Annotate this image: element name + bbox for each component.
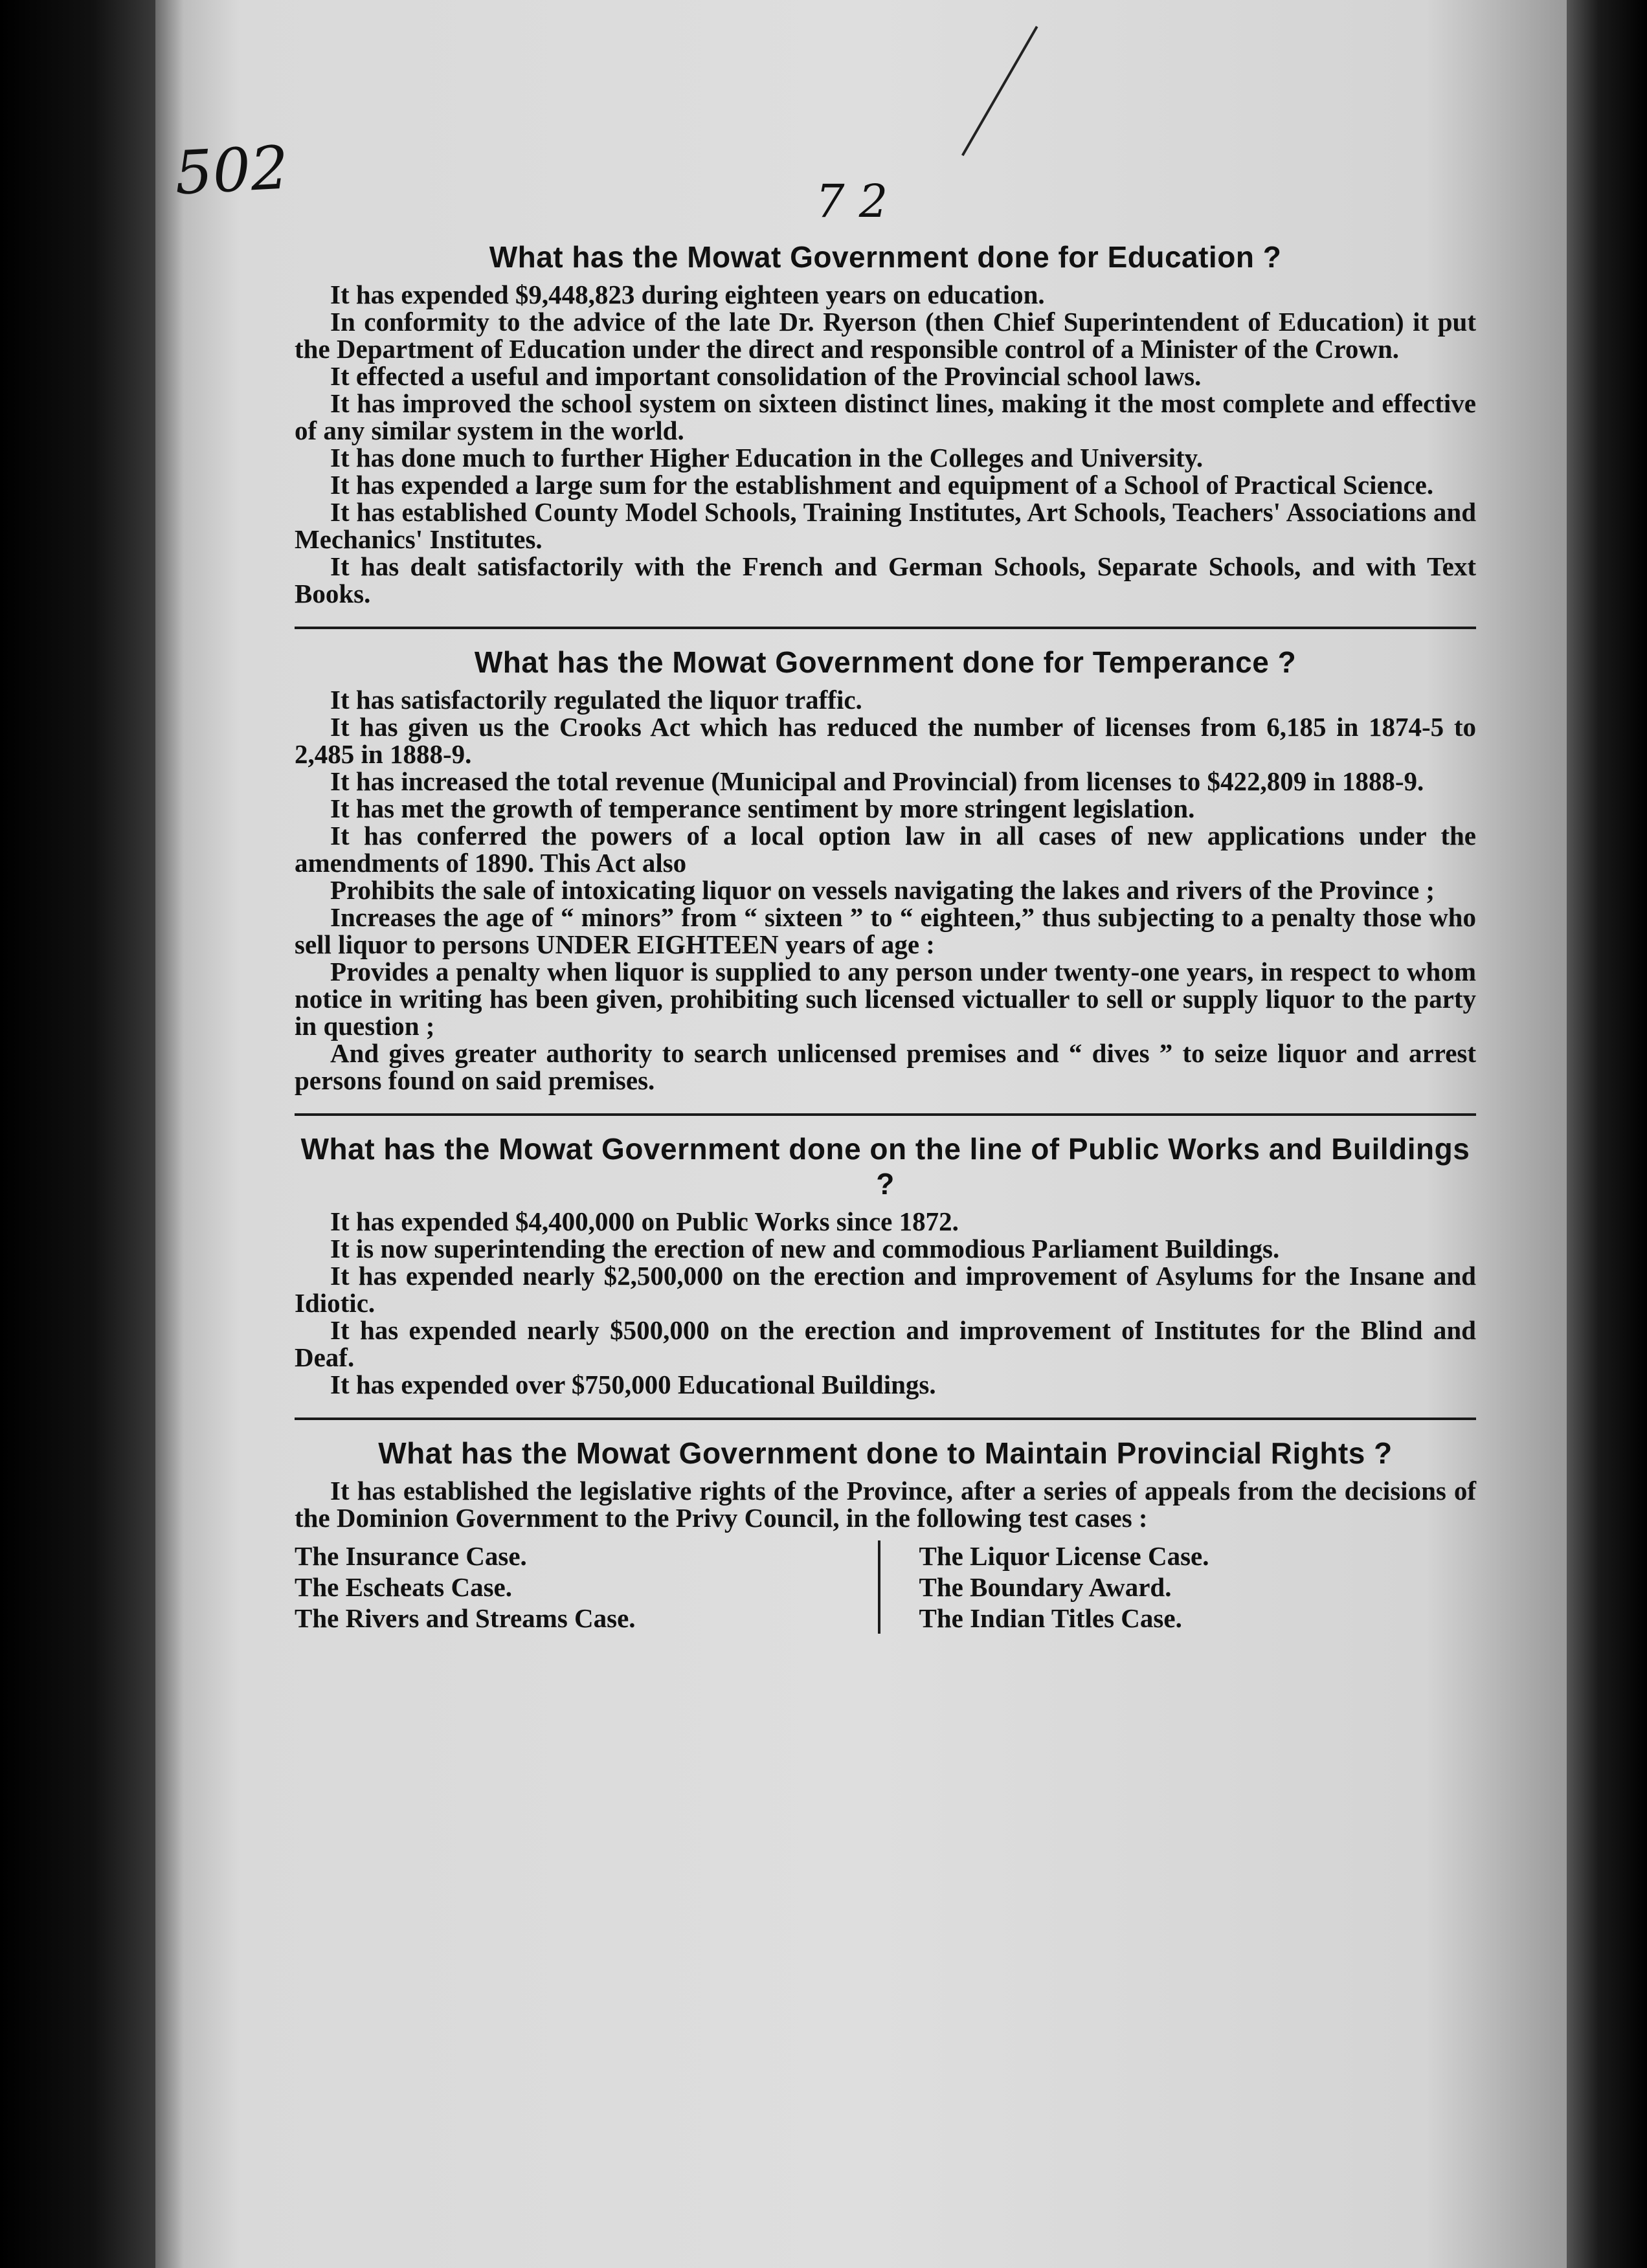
page-shadow-right [1567,0,1647,2268]
case-item: The Rivers and Streams Case. [295,1603,636,1633]
cases-list-right [878,1540,1477,1634]
paragraph: Prohibits the sale of intoxicating liquor on vessels navigating the lakes and rivers of the Province ; [330,875,1435,905]
paragraph: In conformity to the advice of the late Dr. Ryerson (then Chief Superintendent of Education) it put the Department of Education under the direct and responsible control of a Minister of the Crown. [295,307,1476,364]
paragraph: It has established County Model Schools, Training Institutes, Art Schools, Teachers' Associations and Mechanics' Institutes. [295,497,1476,554]
paragraph: It has dealt satisfactorily with the French and German Schools, Separate Schools, and with Text Books. [295,551,1476,608]
paragraph: And gives greater authority to search unlicensed premises and “ dives ” to seize liquor and arrest persons found on said premises. [295,1038,1476,1095]
paragraph: It has established the legislative rights of the Province, after a series of appeals from the decisions of the Dominion Government to the Privy Council, in the following test cases : [295,1476,1476,1533]
paragraph: It has increased the total revenue (Municipal and Provincial) from licenses to $422,809 in 1888-9. [330,766,1424,796]
paragraph: It has met the growth of temperance sentiment by more stringent legislation. [330,794,1195,823]
paragraph: It has expended a large sum for the establishment and equipment of a School of Practical Science. [330,470,1434,500]
section-divider [295,627,1476,629]
section-temperance [295,645,1476,1094]
handwritten-page-number: 502 [173,133,291,208]
paragraph: It effected a useful and important consolidation of the Provincial school laws. [330,361,1202,391]
case-item: The Indian Titles Case. [919,1603,1182,1633]
section-heading: What has the Mowat Government done for Temperance ? [474,645,1297,679]
section-education [295,239,1476,607]
section-heading: What has the Mowat Government done to Maintain Provincial Rights ? [378,1436,1393,1470]
paragraph: It has expended nearly $500,000 on the erection and improvement of Institutes for the Blind and Deaf. [295,1315,1476,1372]
paragraph: It is now superintending the erection of new and commodious Parliament Buildings. [330,1234,1280,1263]
paragraph: Provides a penalty when liquor is supplied to any person under twenty-one years, in respect to whom notice in writing has been given, prohibiting such licensed victualler to sell or supply liquor to the party in question ; [295,957,1476,1041]
test-cases [295,1540,1476,1634]
paragraph: It has done much to further Higher Education in the Colleges and University. [330,443,1204,472]
paragraph: It has expended nearly $2,500,000 on the erection and improvement of Asylums for the Insane and Idiotic. [295,1261,1476,1318]
paragraph: It has improved the school system on sixteen distinct lines, making it the most complete and effective of any similar system in the world. [295,388,1476,445]
section-heading: What has the Mowat Government done on the line of Public Works and Buildings ? [300,1132,1470,1201]
case-item: The Boundary Award. [919,1572,1172,1602]
case-item: The Escheats Case. [295,1572,512,1602]
case-item: The Insurance Case. [295,1541,527,1571]
document-body [295,239,1476,1634]
section-provincial-rights [295,1436,1476,1634]
section-public-works [295,1131,1476,1398]
paragraph: It has expended $4,400,000 on Public Works since 1872. [330,1206,959,1236]
cases-list-left [295,1540,878,1634]
paragraph: It has satisfactorily regulated the liquor traffic. [330,685,862,715]
paragraph: It has expended $9,448,823 during eighteen years on education. [330,280,1045,309]
section-divider [295,1418,1476,1420]
pen-scratch [961,26,1038,156]
section-divider [295,1113,1476,1116]
paragraph: It has expended over $750,000 Educational Buildings. [330,1370,936,1399]
case-item: The Liquor License Case. [919,1541,1209,1571]
page-shadow-left [0,0,155,2268]
handwritten-mark: 7 2 [816,175,888,228]
section-heading: What has the Mowat Government done for Education ? [489,240,1282,274]
paragraph: It has given us the Crooks Act which has reduced the number of licenses from 6,185 in 1874-5 to 2,485 in 1888-9. [295,712,1476,769]
paragraph: It has conferred the powers of a local option law in all cases of new applications under the amendments of 1890. This Act also [295,821,1476,878]
paragraph: Increases the age of “ minors” from “ sixteen ” to “ eighteen,” thus subjecting to a penalty those who sell liquor to persons UNDER EIGHTEEN years of age : [295,902,1476,959]
